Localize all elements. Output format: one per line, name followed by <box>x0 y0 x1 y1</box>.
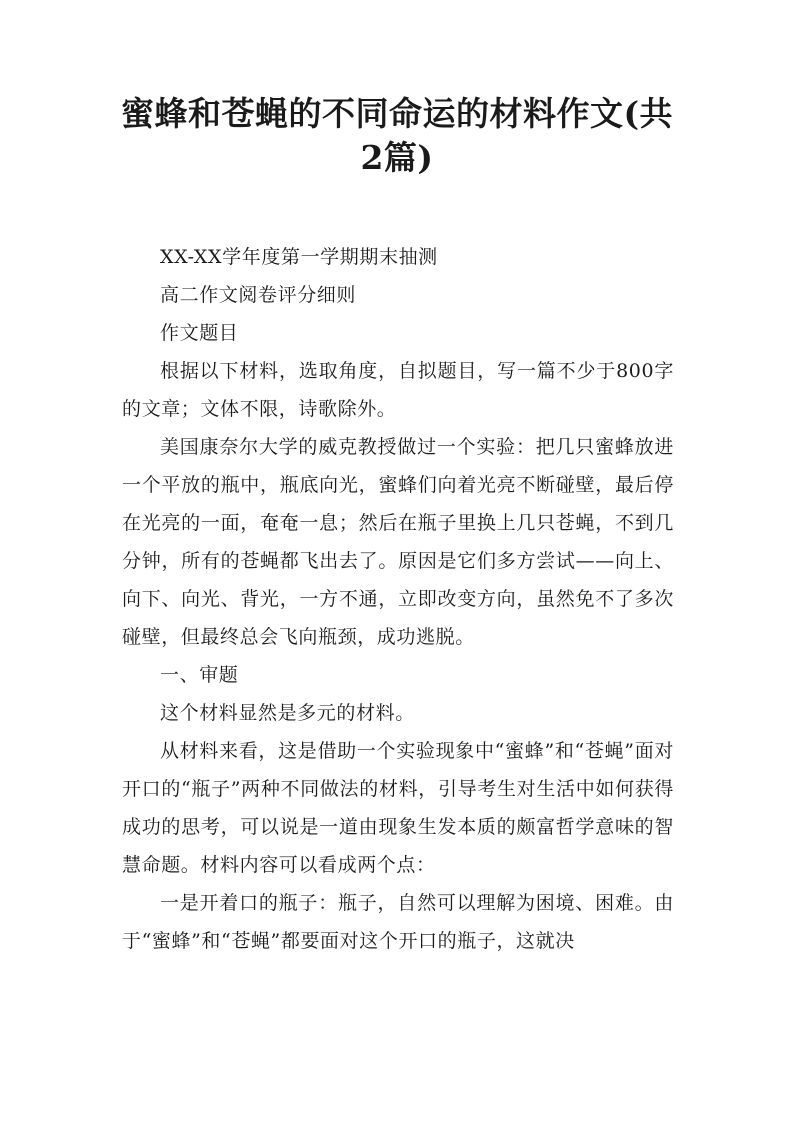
document-body <box>122 238 674 960</box>
material-type-paragraph: 这个材料显然是多元的材料。 <box>160 702 415 724</box>
essay-topic-heading: 作文题目 <box>160 322 239 344</box>
experiment-paragraph: 美国康奈尔大学的威克教授做过一个实验：把几只蜜蜂放进一个平放的瓶中，瓶底向光，蜜蜂们向着光亮不断碰壁，最后停在光亮的一面，奄奄一息；然后在瓶子里换上几只苍蝇，不到几分钟，所有的苍蝇都飞出去了。原因是它们多方尝试——向上、向下、向光、背光，一方不通，立即改变方向，虽然免不了多次碰壁，但最终总会飞向瓶颈，成功逃脱。 <box>122 436 674 648</box>
exam-period-line: XX-XX学年度第一学期期末抽测 <box>160 246 438 268</box>
section-heading-review: 一、审题 <box>160 664 239 686</box>
grading-rules-line: 高二作文阅卷评分细则 <box>160 284 357 306</box>
analysis-paragraph: 从材料来看，这是借助一个实验现象中“蜜蜂”和“苍蝇”面对开口的“瓶子”两种不同做法的材料，引导考生对生活中如何获得成功的思考，可以说是一道由现象生发本质的颇富哲学意味的智慧命题。材料内容可以看成两个点： <box>122 740 674 876</box>
first-point-paragraph: 一是开着口的瓶子：瓶子，自然可以理解为困境、困难。由于“蜜蜂”和“苍蝇”都要面对这个开口的瓶子，这就决 <box>122 892 674 952</box>
instructions-paragraph: 根据以下材料，选取角度，自拟题目，写一篇不少于800字的文章；文体不限，诗歌除外。 <box>122 360 674 420</box>
document-title: 蜜蜂和苍蝇的不同命运的材料作文(共2篇) <box>120 94 674 177</box>
